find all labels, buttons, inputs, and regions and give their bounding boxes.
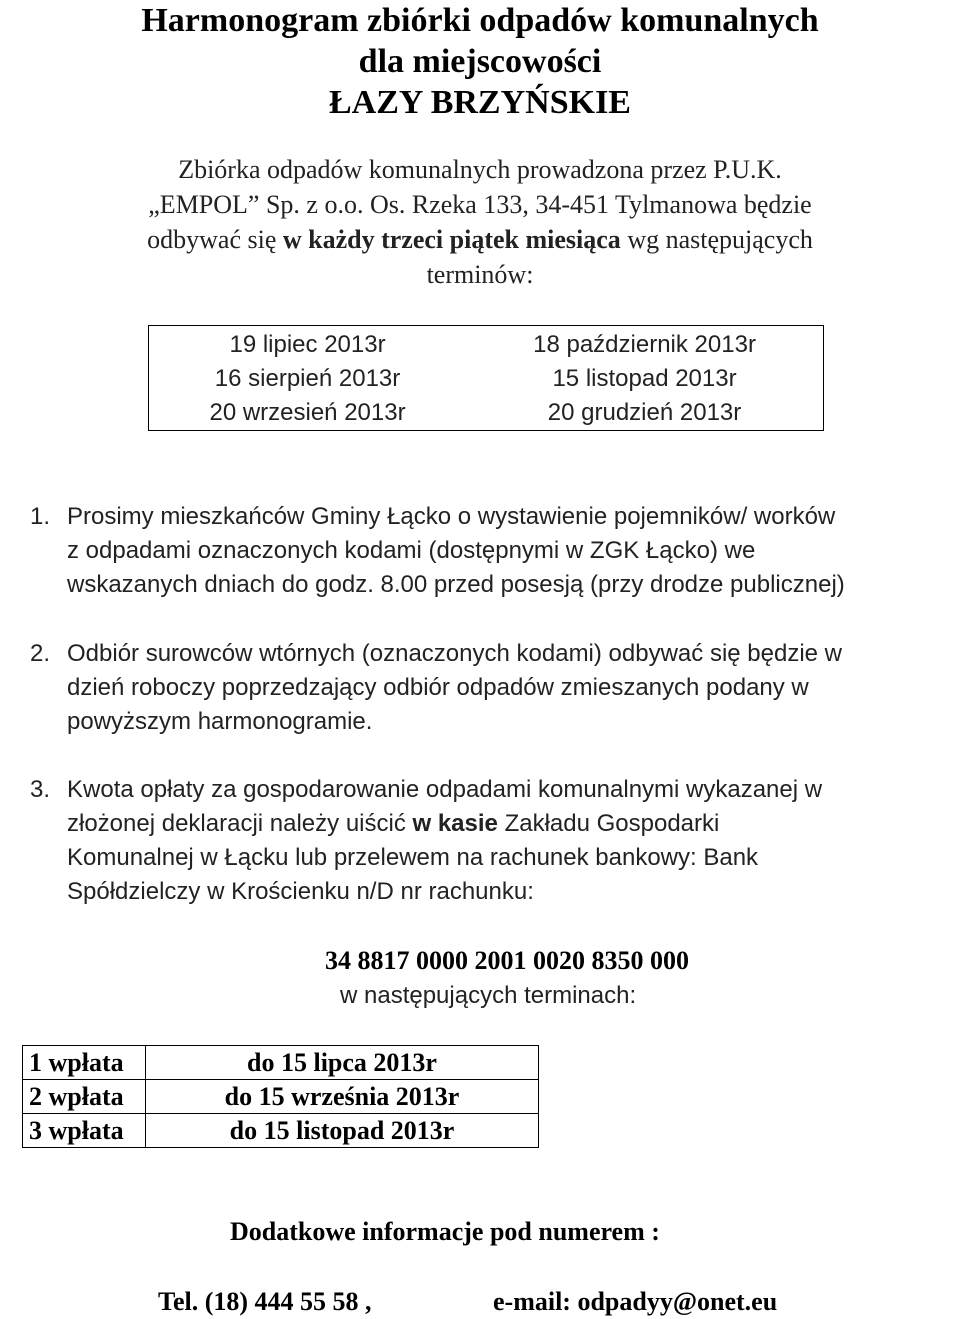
note-text-part: złożonej deklaracji należy uiścić: [67, 810, 413, 837]
schedule-row: [149, 328, 823, 362]
schedule-row: [149, 396, 823, 430]
payment-deadline: do 15 września 2013r: [146, 1080, 539, 1114]
note-number: 2.: [30, 640, 51, 667]
email-address: e-mail: odpadyy@onet.eu: [493, 1287, 778, 1316]
intro-line3-c: wg następujących: [620, 225, 813, 254]
note-number: 1.: [30, 503, 51, 530]
page-title-line2: dla miejscowości: [358, 43, 602, 80]
intro-line1: Zbiórka odpadów komunalnych prowadzona przez P.U.K.: [178, 155, 782, 184]
intro-line3-emphasis: w każdy trzeci piątek miesiąca: [282, 225, 621, 254]
note-text: powyższym harmonogramie.: [67, 708, 373, 735]
note-number: 3.: [30, 776, 51, 803]
schedule-row: [149, 362, 823, 396]
note-text: wskazanych dniach do godz. 8.00 przed posesją (przy drodze publicznej): [67, 571, 845, 598]
schedule-date: 20 grudzień 2013r: [547, 399, 742, 426]
note-text: dzień roboczy poprzedzający odbiór odpadów zmieszanych podany w: [67, 674, 809, 701]
payment-deadline: do 15 lipca 2013r: [146, 1046, 539, 1080]
note-text-part: Zakładu Gospodarki: [497, 810, 720, 837]
note-text-emphasis: w kasie: [412, 810, 498, 837]
payment-deadline: do 15 listopad 2013r: [146, 1114, 539, 1148]
intro-line4: terminów:: [426, 260, 534, 289]
note-1: [30, 500, 960, 602]
note-text: z odpadami oznaczonych kodami (dostępnymi w ZGK Łącko) we: [67, 537, 756, 564]
payment-installment: 3 wpłata: [23, 1114, 146, 1148]
note-text: Prosimy mieszkańców Gminy Łącko o wystawienie pojemników/ worków: [67, 503, 836, 530]
schedule-date: 19 lipiec 2013r: [229, 331, 386, 358]
schedule-date: 15 listopad 2013r: [552, 365, 737, 392]
intro-line3-a: odbywać się: [147, 225, 283, 254]
note-text: Spółdzielczy w Krościenku n/D nr rachunku:: [67, 878, 534, 905]
page-title-line3: ŁAZY BRZYŃSKIE: [329, 84, 631, 121]
bank-account-number: 34 8817 0000 2001 0020 8350 000: [325, 946, 689, 975]
note-text: Kwota opłaty za gospodarowanie odpadami komunalnymi wykazanej w: [67, 776, 823, 803]
schedule-date: 20 wrzesień 2013r: [209, 399, 406, 426]
schedule-date: 16 sierpień 2013r: [214, 365, 401, 392]
phone-number: Tel. (18) 444 55 58 ,: [158, 1287, 372, 1316]
payment-terms-label: w następujących terminach:: [340, 982, 637, 1009]
page-title-line1: Harmonogram zbiórki odpadów komunalnych: [141, 2, 819, 39]
payment-installment: 2 wpłata: [23, 1080, 146, 1114]
intro-line2: „EMPOL” Sp. z o.o. Os. Rzeka 133, 34-451 Tylmanowa będzie: [148, 190, 812, 219]
schedule-date: 18 październik 2013r: [533, 331, 756, 358]
payment-schedule-table: [22, 1045, 539, 1148]
intro-line3: [0, 222, 960, 257]
payment-row: [23, 1080, 539, 1114]
note-text: Komunalnej w Łącku lub przelewem na rachunek bankowy: Bank: [67, 844, 759, 871]
note-2: [30, 637, 960, 739]
additional-info-label: Dodatkowe informacje pod numerem :: [230, 1217, 660, 1246]
note-text: [30, 807, 960, 841]
payment-row: [23, 1114, 539, 1148]
note-3: [30, 773, 960, 909]
note-text: Odbiór surowców wtórnych (oznaczonych kodami) odbywać się będzie w: [67, 640, 843, 667]
payment-installment: 1 wpłata: [23, 1046, 146, 1080]
collection-schedule-table: [148, 325, 824, 431]
payment-row: [23, 1046, 539, 1080]
